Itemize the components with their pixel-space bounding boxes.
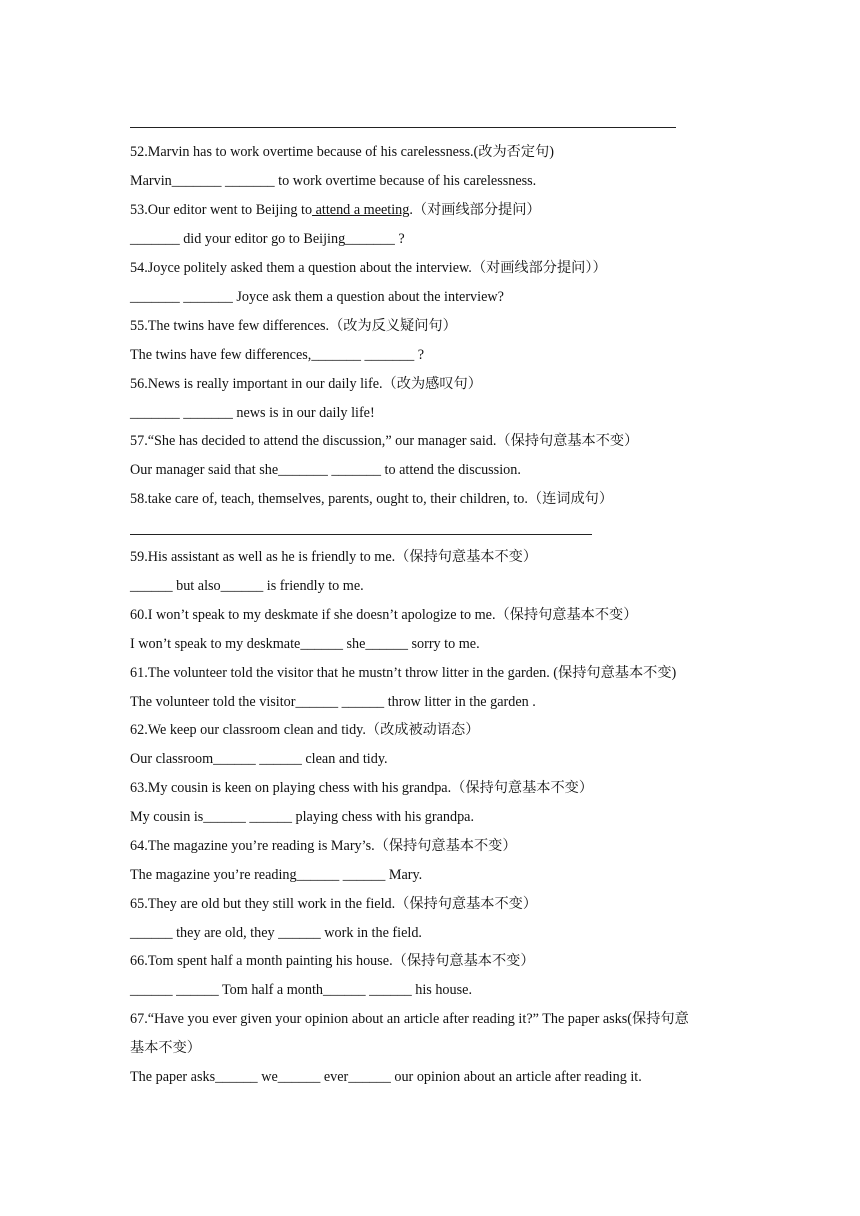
- answer-line-51: [130, 127, 676, 128]
- question-62: 62.We keep our classroom clean and tidy.（改成被动语态）: [130, 722, 480, 738]
- question-65: 65.They are old but they still work in the field.（保持句意基本不变）: [130, 896, 538, 912]
- question-56: 56.News is really important in our daily life.（改为感叹句）: [130, 376, 482, 392]
- question-52: 52.Marvin has to work overtime because of his carelessness.(改为否定句): [130, 144, 554, 160]
- question-60: 60.I won’t speak to my deskmate if she doesn’t apologize to me.（保持句意基本不变）: [130, 607, 638, 623]
- question-67-continued: 基本不变）: [130, 1040, 201, 1056]
- question-55: 55.The twins have few differences.（改为反义疑问句）: [130, 318, 457, 334]
- question-53: [130, 201, 541, 219]
- answer-64: The magazine you’re reading______ ______ Mary.: [130, 867, 423, 883]
- answer-67: The paper asks______ we______ ever______ our opinion about an article after reading it.: [130, 1069, 642, 1085]
- question-53-underlined: attend a meeting: [312, 202, 410, 218]
- answer-60: I won’t speak to my deskmate______ she______ sorry to me.: [130, 636, 480, 652]
- question-54: 54.Joyce politely asked them a question about the interview.（对画线部分提问））: [130, 260, 607, 276]
- answer-66: ______ ______ Tom half a month______ ______ his house.: [130, 982, 472, 998]
- question-61: 61.The volunteer told the visitor that he mustn’t throw litter in the garden. (保持句意基本不变): [130, 665, 677, 681]
- question-53-prefix: 53.Our editor went to Beijing to: [130, 202, 313, 218]
- question-67: 67.“Have you ever given your opinion about an article after reading it?” The paper asks(保持句意: [130, 1011, 689, 1027]
- answer-63: My cousin is______ ______ playing chess with his grandpa.: [130, 809, 475, 825]
- question-58: 58.take care of, teach, themselves, parents, ought to, their children, to.（连词成句）: [130, 491, 614, 507]
- question-53-suffix: .（对画线部分提问）: [409, 202, 541, 218]
- answer-65: ______ they are old, they ______ work in the field.: [130, 925, 422, 941]
- answer-54: _______ _______ Joyce ask them a question about the interview?: [130, 289, 504, 305]
- question-64: 64.The magazine you’re reading is Mary’s.（保持句意基本不变）: [130, 838, 517, 854]
- question-66: 66.Tom spent half a month painting his house.（保持句意基本不变）: [130, 953, 535, 969]
- answer-56: _______ _______ news is in our daily life!: [130, 405, 375, 421]
- answer-62: Our classroom______ ______ clean and tidy.: [130, 751, 388, 767]
- answer-line-58: [130, 534, 592, 535]
- answer-61: The volunteer told the visitor______ ______ throw litter in the garden .: [130, 694, 536, 710]
- answer-59: ______ but also______ is friendly to me.: [130, 578, 364, 594]
- answer-55: The twins have few differences,_______ _______ ?: [130, 347, 425, 363]
- question-57: 57.“She has decided to attend the discussion,” our manager said.（保持句意基本不变）: [130, 433, 639, 449]
- answer-57: Our manager said that she_______ _______ to attend the discussion.: [130, 462, 521, 478]
- question-59: 59.His assistant as well as he is friendly to me.（保持句意基本不变）: [130, 549, 538, 565]
- question-63: 63.My cousin is keen on playing chess with his grandpa.（保持句意基本不变）: [130, 780, 594, 796]
- answer-52: Marvin_______ _______ to work overtime because of his carelessness.: [130, 173, 537, 189]
- answer-53: _______ did your editor go to Beijing_______ ?: [130, 231, 405, 247]
